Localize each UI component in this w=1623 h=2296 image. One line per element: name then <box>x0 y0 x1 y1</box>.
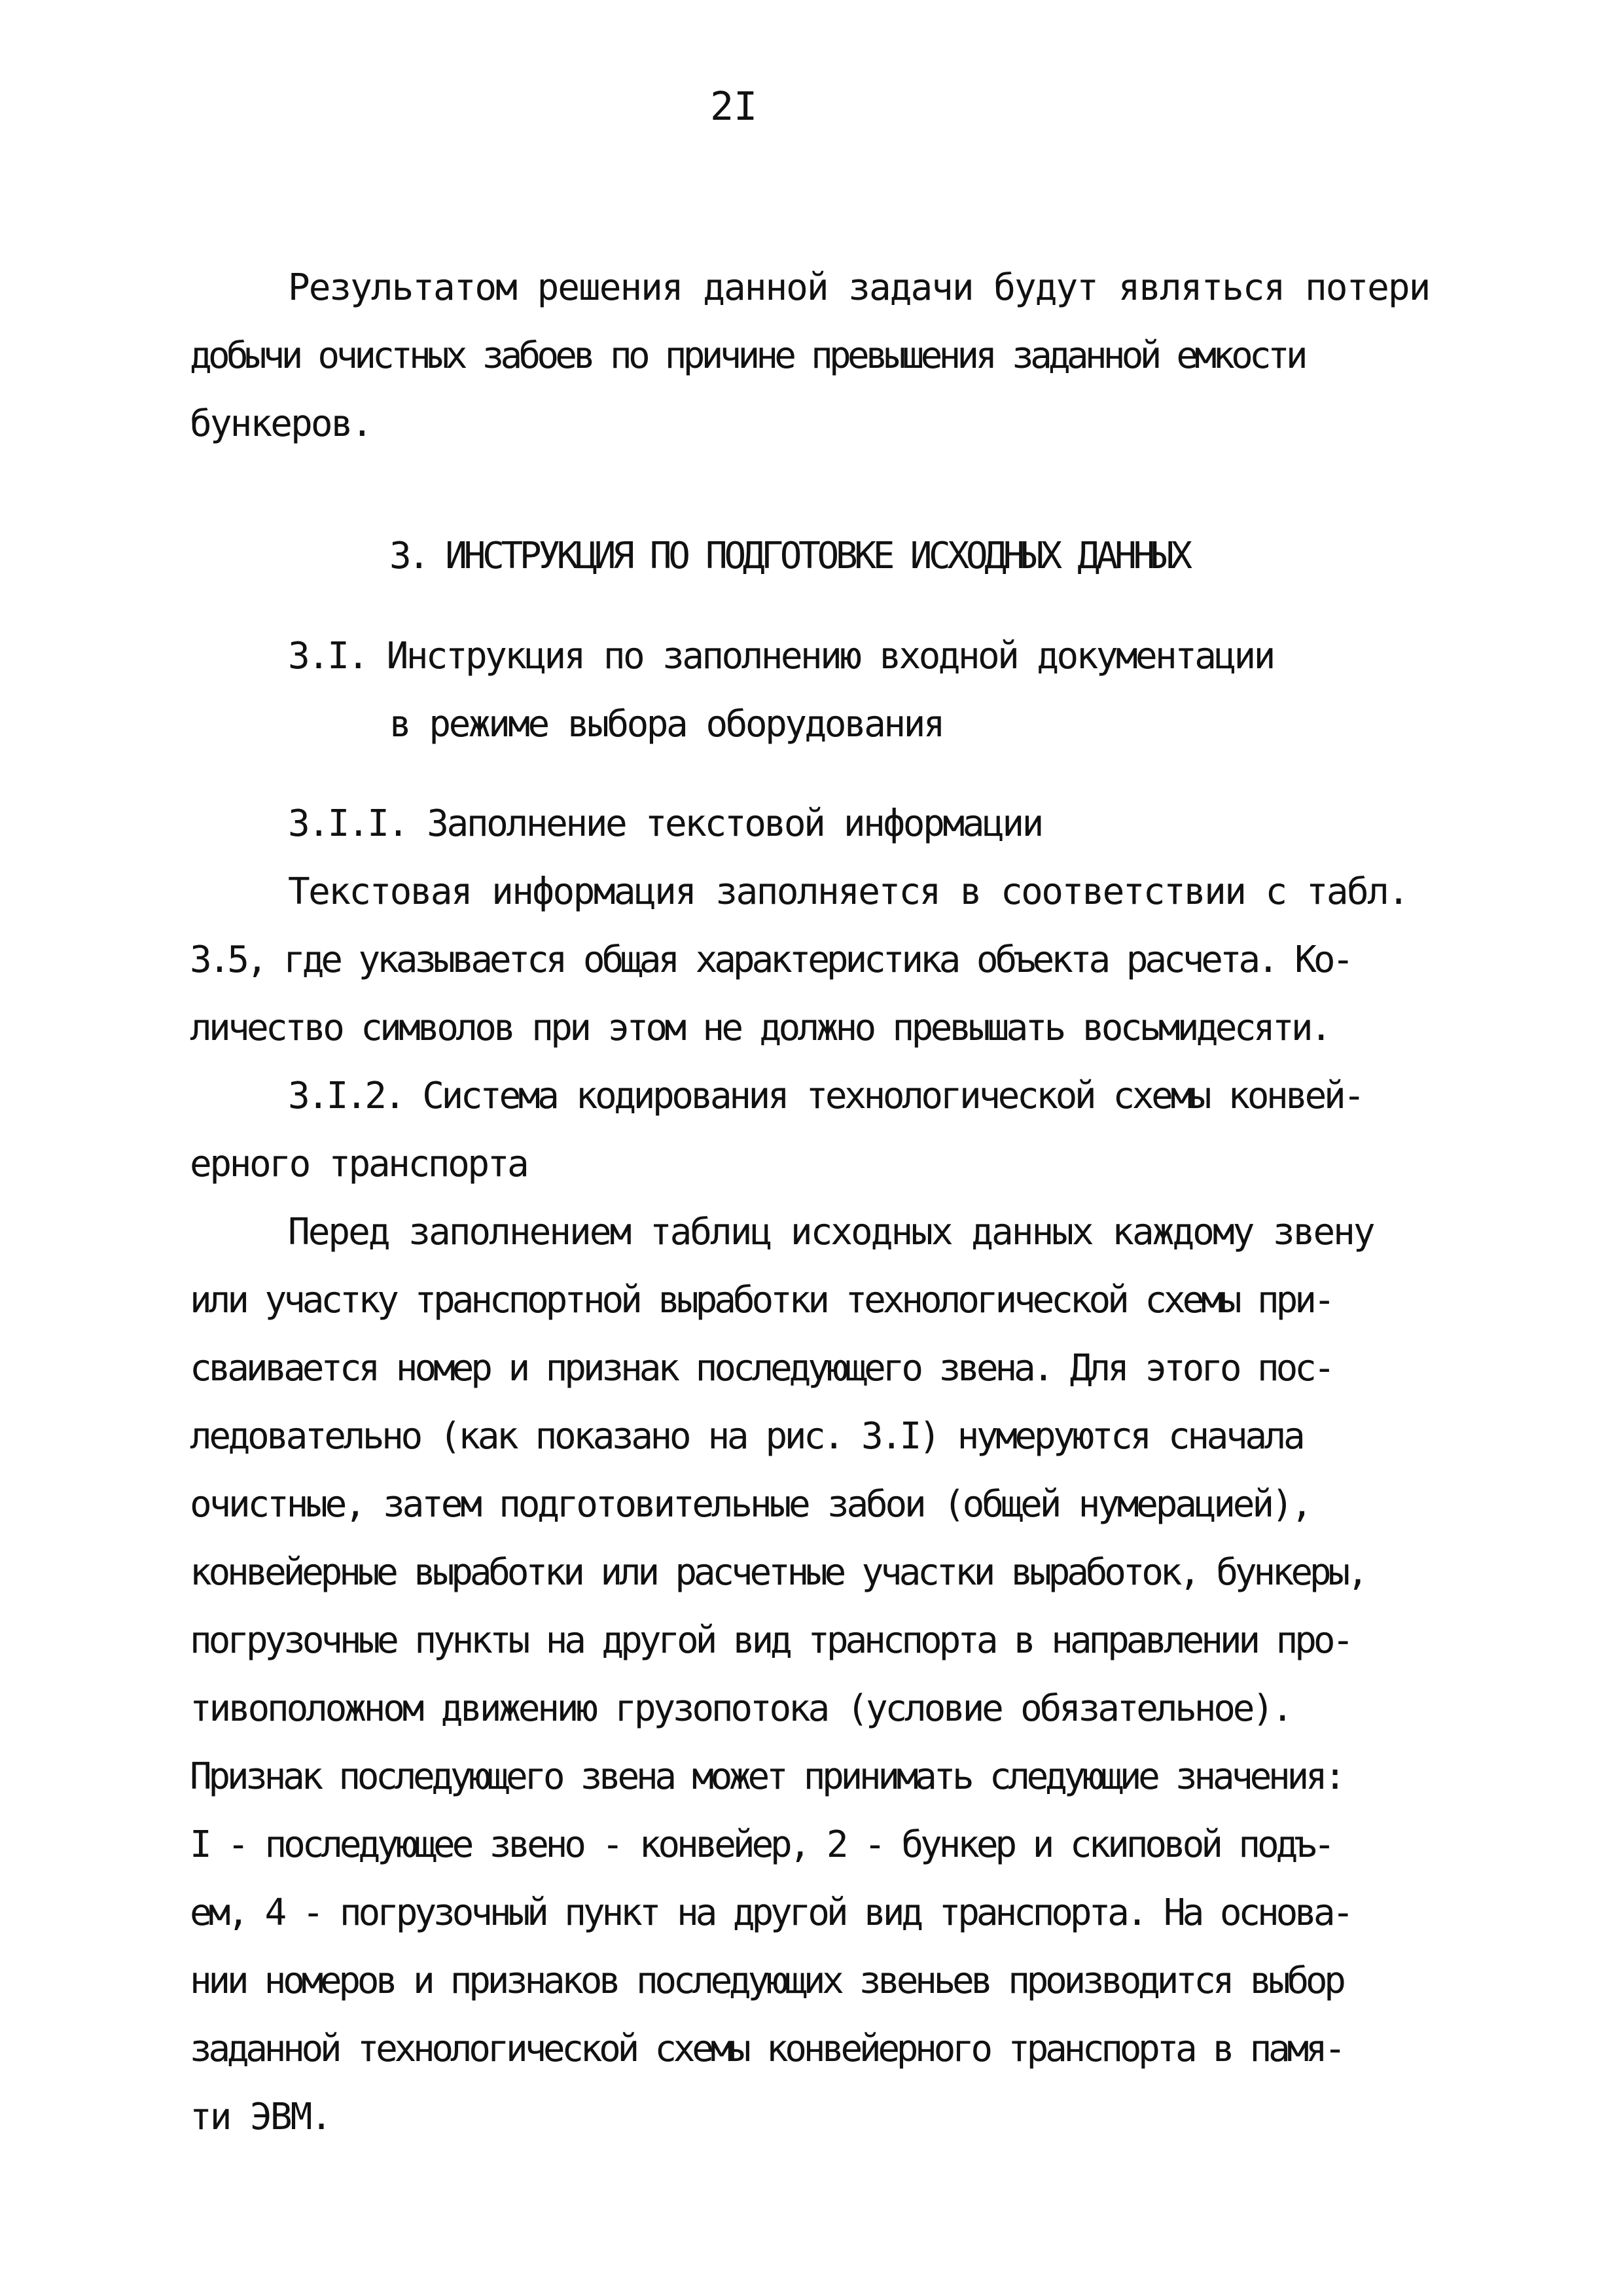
text-line: конвейерные выработки или расчетные участки выработок, бункеры, <box>190 1551 1366 1594</box>
heading-line: в режиме выбора оборудования <box>389 703 944 745</box>
text-line: заданной технологической схемы конвейерного транспорта в памя- <box>190 2028 1343 2070</box>
page-number: 2I <box>710 84 758 130</box>
text-line: ем, 4 - погрузочный пункт на другой вид транспорта. На основа- <box>190 1892 1351 1934</box>
text-line: бункеров. <box>190 403 372 445</box>
text-line: очистные, затем подготовительные забои (общей нумерацией), <box>190 1483 1310 1526</box>
subsubsection-title-text-info: 3.I.I. Заполнение текстовой информации <box>288 802 1042 845</box>
heading-line: ерного транспорта <box>190 1143 527 1185</box>
text-line: нии номеров и признаков последующих звеньев производится выбор <box>190 1960 1343 2002</box>
heading-line: 3.I. Инструкция по заполнению входной документации <box>288 635 1274 677</box>
text-line: или участку транспортной выработки технологической схемы при- <box>190 1279 1332 1321</box>
text-line: тивоположном движению грузопотока (условие обязательное). <box>190 1687 1291 1730</box>
text-line: Признак последующего звена может принимать следующие значения: <box>190 1755 1343 1798</box>
heading-line: 3.I.2. Система кодирования технологической схемы конвей- <box>288 1075 1363 1117</box>
section-title: 3. ИНСТРУКЦИЯ ПО ПОДГОТОВКЕ ИСХОДНЫХ ДАННЫХ <box>389 535 1189 577</box>
text-line: Перед заполнением таблиц исходных данных каждому звену <box>288 1211 1374 1253</box>
text-line: ледовательно (как показано на рис. 3.I) нумеруются сначала <box>190 1415 1303 1458</box>
text-line: ти ЭВМ. <box>190 2096 331 2138</box>
text-line: Текстовая информация заполняется в соответствии с табл. <box>288 870 1408 913</box>
text-line: добычи очистных забоев по причине превышения заданной емкости <box>190 334 1304 377</box>
text-line: Результатом решения данной задачи будут являться потери <box>288 266 1430 309</box>
text-line: погрузочные пункты на другой вид транспорта в направлении про- <box>190 1619 1351 1662</box>
text-line: личество символов при этом не должно превышать восьмидесяти. <box>190 1007 1329 1049</box>
text-line: сваивается номер и признак последующего звена. Для этого пос- <box>190 1347 1332 1390</box>
text-line: 3.5, где указывается общая характеристика объекта расчета. Ко- <box>190 939 1351 981</box>
text-line: I - последующее звено - конвейер, 2 - бункер и скиповой подъ- <box>190 1823 1332 1866</box>
